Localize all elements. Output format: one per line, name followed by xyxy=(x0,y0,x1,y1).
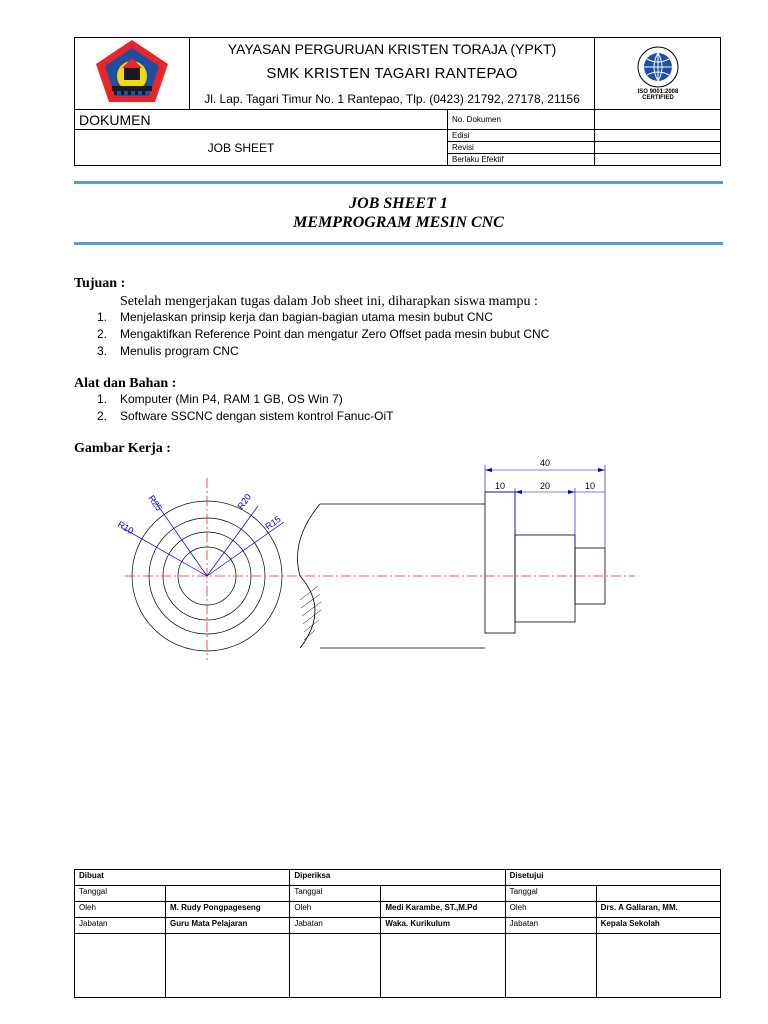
signature-cell xyxy=(381,934,505,998)
value-berlaku xyxy=(595,154,721,166)
tujuan-intro: Setelah mengerjakan tugas dalam Job sheet ini, diharapkan siswa mampu : xyxy=(120,294,538,309)
tujuan-heading: Tujuan : xyxy=(74,276,126,291)
field-berlaku: Berlaku Efektif xyxy=(448,154,595,166)
signature-cell xyxy=(166,934,290,998)
dibuat-jabatan: Guru Mata Pelajaran xyxy=(166,918,290,934)
job-sheet-title: JOB SHEET 1 xyxy=(349,195,448,212)
iso-certified-icon xyxy=(628,41,688,101)
value-tanggal xyxy=(596,886,720,902)
radius-label: R25 xyxy=(146,493,165,513)
school-address: Jl. Lap. Tagari Timur No. 1 Rantepao, Tlp. (0423) 21792, 27178, 21156 xyxy=(204,92,580,106)
field-edisi: Edisi xyxy=(448,130,595,142)
iso-cell xyxy=(595,38,721,110)
approval-table xyxy=(74,869,721,998)
org-name: YAYASAN PERGURUAN KRISTEN TORAJA (YPKT) xyxy=(227,41,557,57)
job-sheet-subtitle: MEMPROGRAM MESIN CNC xyxy=(293,214,504,231)
signature-cell xyxy=(505,934,596,998)
school-logo-icon xyxy=(94,38,170,104)
value-tanggal xyxy=(381,886,505,902)
label-oleh: Oleh xyxy=(505,902,596,918)
diperiksa-jabatan: Waka. Kurikulum xyxy=(381,918,505,934)
radius-label: R20 xyxy=(235,491,254,512)
col-dibuat: Dibuat xyxy=(75,870,290,886)
diperiksa-oleh: Medi Karambe, ST.,M.Pd xyxy=(381,902,505,918)
field-revisi: Revisi xyxy=(448,142,595,154)
school-name: SMK KRISTEN TAGARI RANTEPAO xyxy=(266,65,518,82)
disetujui-oleh: Drs. A Gallaran, MM. xyxy=(596,902,720,918)
value-tanggal xyxy=(166,886,290,902)
label-tanggal: Tanggal xyxy=(505,886,596,902)
doc-title: JOB SHEET xyxy=(75,130,448,166)
signature-cell xyxy=(290,934,381,998)
dimension-label: 10 xyxy=(494,481,506,491)
svg-text:ISO 9001:2008: ISO 9001:2008 xyxy=(637,89,678,95)
label-oleh: Oleh xyxy=(290,902,381,918)
value-revisi xyxy=(595,142,721,154)
radius-label: R10 xyxy=(116,519,136,536)
label-tanggal: Tanggal xyxy=(75,886,166,902)
signature-cell xyxy=(596,934,720,998)
alat-heading: Alat dan Bahan : xyxy=(74,376,177,391)
divider-bottom xyxy=(74,242,723,245)
col-disetujui: Disetujui xyxy=(505,870,720,886)
label-tanggal: Tanggal xyxy=(290,886,381,902)
svg-text:CERTIFIED: CERTIFIED xyxy=(641,95,674,101)
side-view xyxy=(298,492,606,648)
dibuat-oleh: M. Rudy Pongpageseng xyxy=(166,902,290,918)
field-no-dokumen: No. Dokumen xyxy=(448,110,595,130)
technical-drawing xyxy=(0,450,768,660)
logo-cell xyxy=(75,38,190,110)
divider-top xyxy=(74,181,723,184)
label-jabatan: Jabatan xyxy=(290,918,381,934)
label-jabatan: Jabatan xyxy=(505,918,596,934)
label-oleh: Oleh xyxy=(75,902,166,918)
dimension-label: 20 xyxy=(539,481,551,491)
dimension-label: 40 xyxy=(539,458,551,468)
col-diperiksa: Diperiksa xyxy=(290,870,505,886)
org-info-cell xyxy=(190,38,595,110)
signature-cell xyxy=(75,934,166,998)
disetujui-jabatan: Kepala Sekolah xyxy=(596,918,720,934)
label-jabatan: Jabatan xyxy=(75,918,166,934)
dimension-label: 10 xyxy=(584,481,596,491)
value-no-dokumen xyxy=(595,110,721,130)
gambar-heading: Gambar Kerja : xyxy=(74,441,171,456)
value-edisi xyxy=(595,130,721,142)
header-table xyxy=(74,37,721,166)
radius-label: R15 xyxy=(263,513,283,532)
doc-label: DOKUMEN xyxy=(75,110,448,130)
